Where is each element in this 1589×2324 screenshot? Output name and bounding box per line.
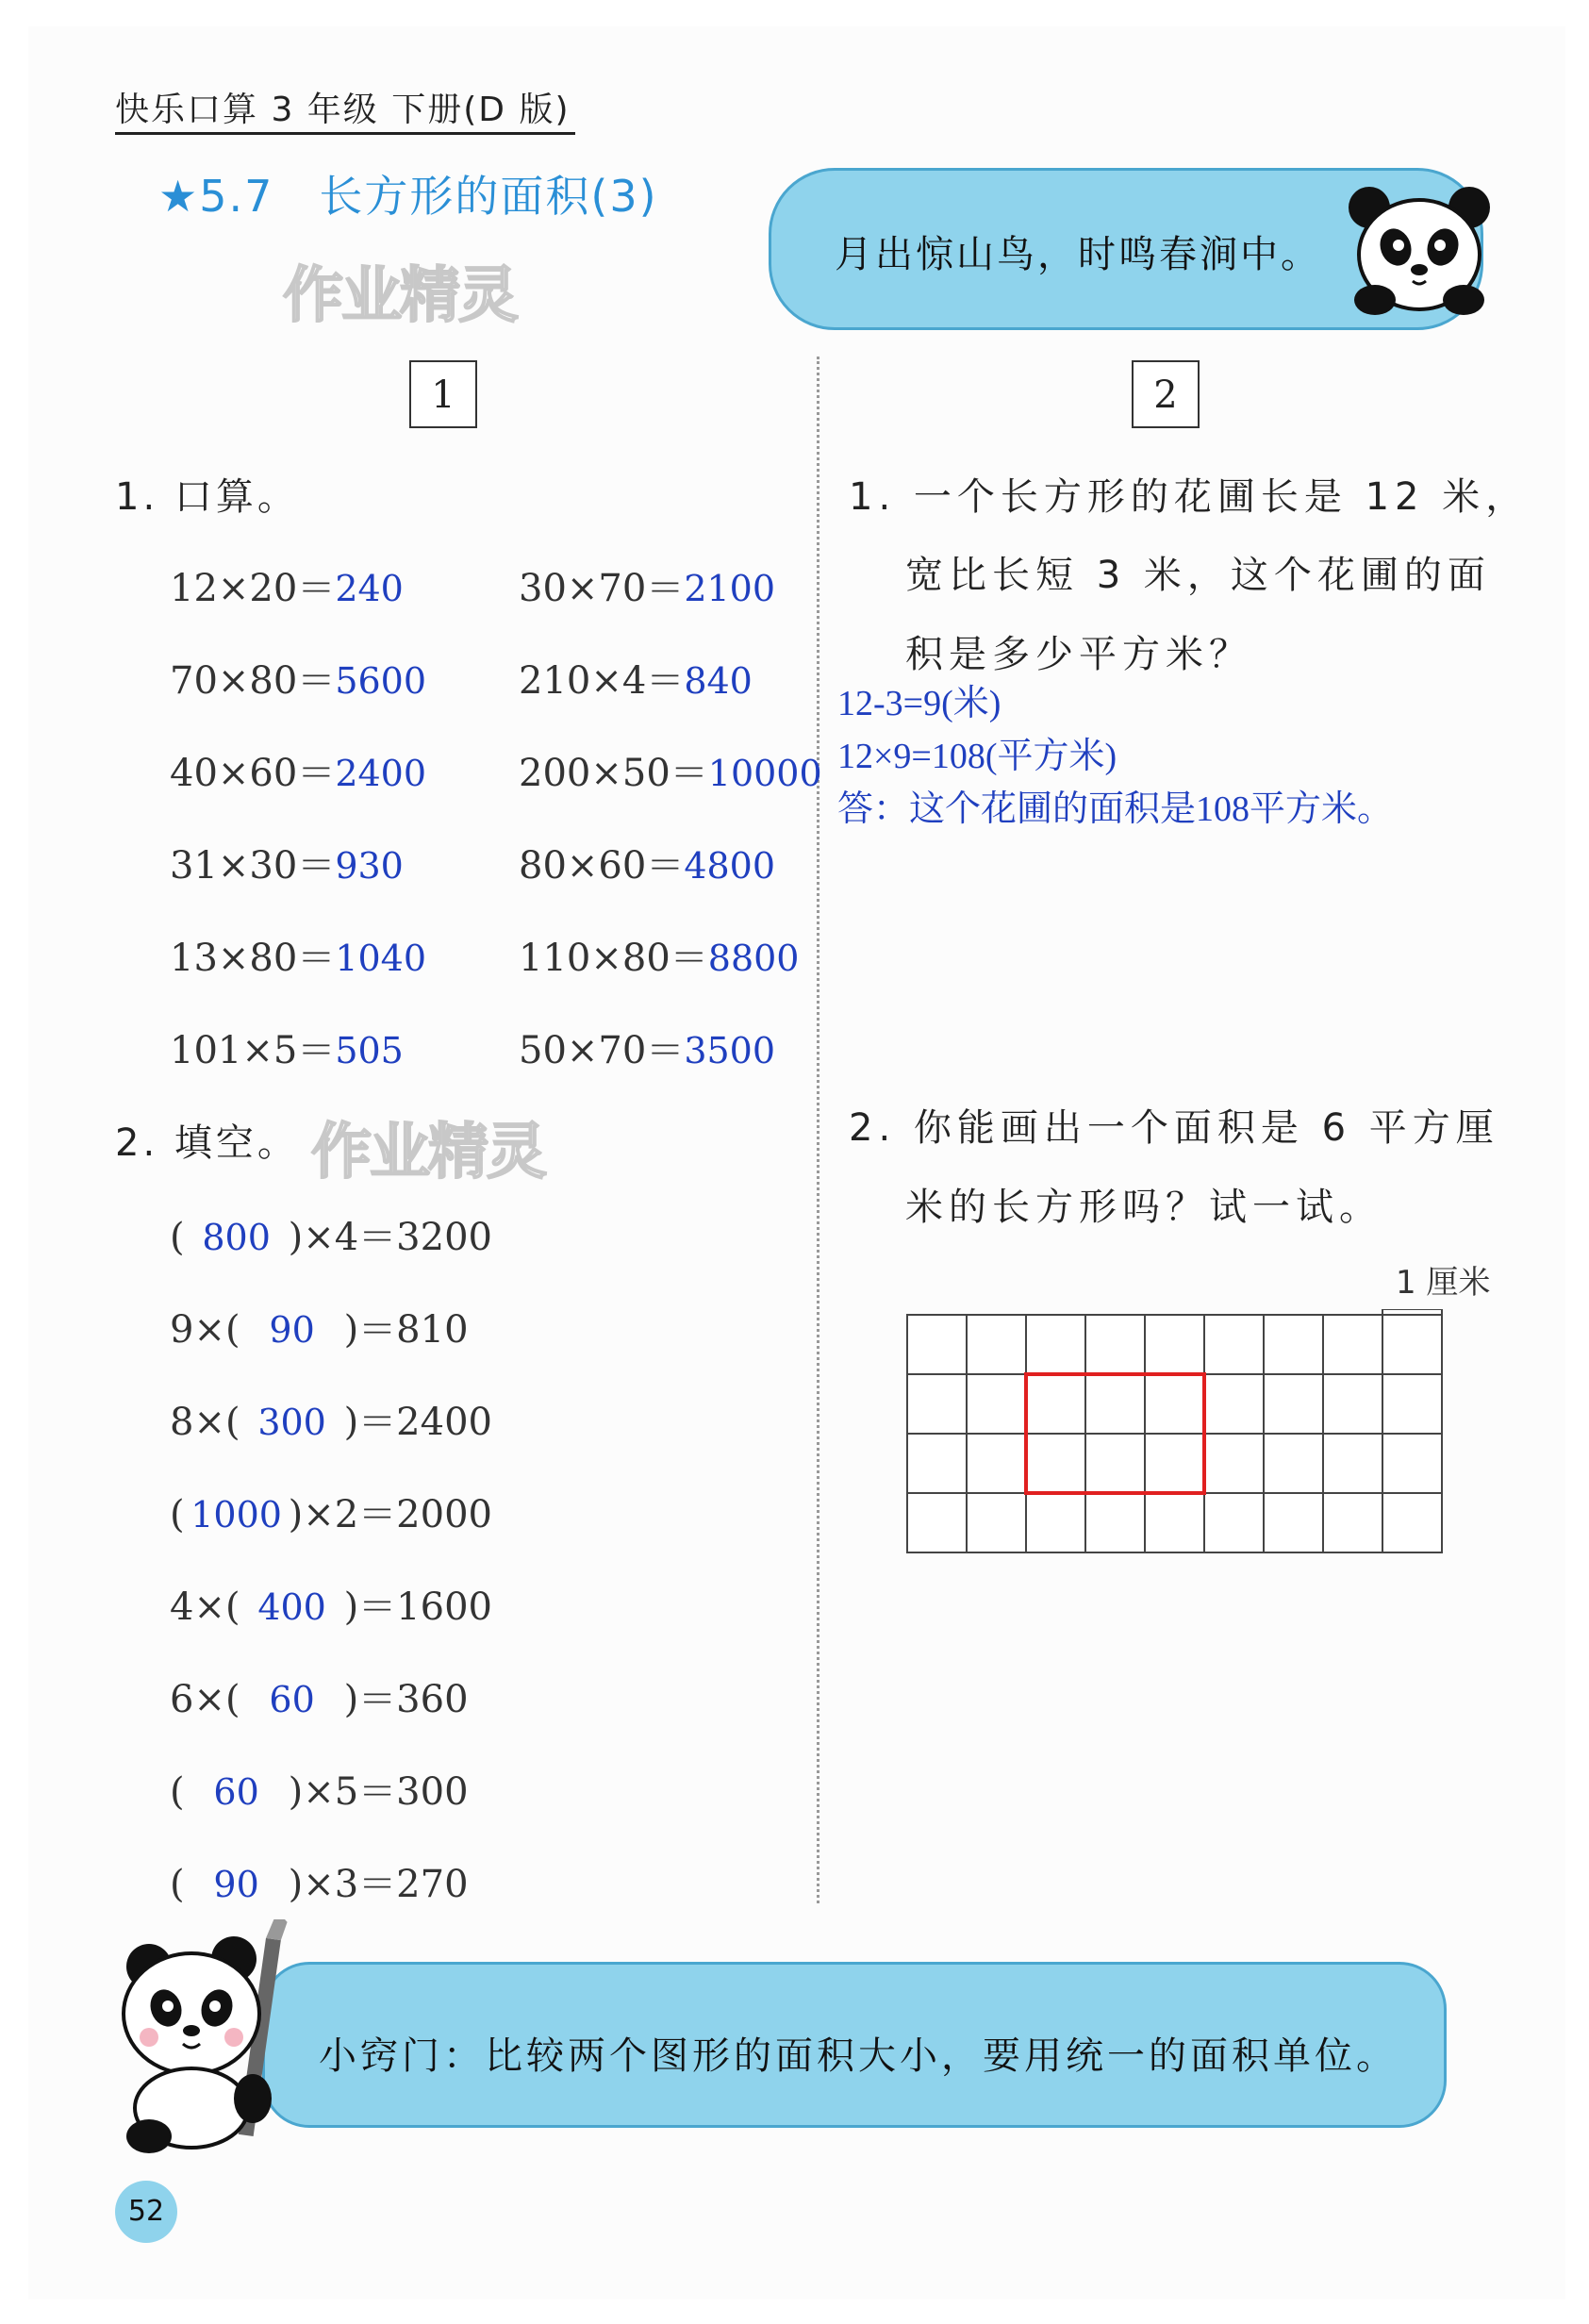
grid-cell <box>1323 1315 1382 1374</box>
oral-item: 30×70＝2100 <box>519 567 776 610</box>
grid-cell <box>1085 1315 1145 1374</box>
word-problem-line: 宽比长短 3 米，这个花圃的面 <box>905 554 1491 597</box>
solution-step: 12×9=108(平方米) <box>837 737 1117 776</box>
book-title: 快乐口算 3 年级 下册(D 版) <box>115 91 571 129</box>
answer: 8800 <box>707 938 800 979</box>
question-2-title: 2. 填空。 <box>115 1121 299 1165</box>
grid-cell <box>1085 1434 1145 1493</box>
fill-item: ( 60 )×5＝300 <box>170 1770 469 1814</box>
oral-item: 12×20＝240 <box>170 567 404 610</box>
grid-cell <box>1204 1434 1264 1493</box>
title-underline <box>115 132 575 135</box>
tip-text: 小窍门：比较两个图形的面积大小，要用统一的面积单位。 <box>319 2034 1398 2078</box>
watermark: 作业精灵 <box>311 1118 545 1187</box>
oral-item: 31×30＝930 <box>170 844 404 888</box>
oral-item: 50×70＝3500 <box>519 1029 776 1072</box>
answer: 930 <box>335 845 404 887</box>
fill-item: ( 800 )×4＝3200 <box>170 1216 492 1259</box>
watermark: 作业精灵 <box>283 261 517 331</box>
grid-cell <box>1145 1434 1204 1493</box>
grid-cell <box>1264 1374 1323 1434</box>
grid-cell <box>1085 1374 1145 1434</box>
grid-cell <box>1204 1493 1264 1552</box>
grid-cell <box>967 1374 1026 1434</box>
answer: 10000 <box>707 753 822 794</box>
blank-answer: 60 <box>213 1771 259 1813</box>
section-number-2: 2 <box>1132 360 1200 428</box>
answer: 3500 <box>684 1030 776 1071</box>
answer: 840 <box>684 660 753 702</box>
oral-item: 101×5＝505 <box>170 1029 404 1072</box>
oral-item: 110×80＝8800 <box>519 937 800 980</box>
blank-answer: 800 <box>202 1217 271 1258</box>
grid-cell <box>907 1374 967 1434</box>
question-1-title: 1. 口算。 <box>115 475 299 519</box>
fill-item: ( 1000 )×2＝2000 <box>170 1493 492 1536</box>
drawing-problem-line: 2. 你能画出一个面积是 6 平方厘 <box>849 1106 1499 1150</box>
grid-cell <box>1382 1434 1442 1493</box>
grid-cell <box>1323 1493 1382 1552</box>
grid-cell <box>1145 1374 1204 1434</box>
word-problem-line: 1. 一个长方形的花圃长是 12 米， <box>849 475 1530 519</box>
fill-item: 4×( 400 )＝1600 <box>170 1585 492 1629</box>
oral-item: 40×60＝2400 <box>170 752 427 795</box>
answer: 4800 <box>684 845 776 887</box>
grid-cell <box>1026 1315 1085 1374</box>
grid-cell <box>907 1493 967 1552</box>
grid-cell <box>1264 1315 1323 1374</box>
grid-cell <box>1264 1493 1323 1552</box>
grid-cell <box>1026 1493 1085 1552</box>
grid-cell <box>1323 1374 1382 1434</box>
fill-item: 9×( 90 )＝810 <box>170 1308 469 1352</box>
solution-answer: 答：这个花圃的面积是108平方米。 <box>837 789 1394 829</box>
blank-answer: 90 <box>269 1309 315 1351</box>
answer: 5600 <box>335 660 427 702</box>
grid-cell <box>967 1315 1026 1374</box>
blank-answer: 90 <box>213 1864 259 1905</box>
poem-text: 月出惊山鸟，时鸣春涧中。 <box>835 233 1321 276</box>
drawing-problem-line: 米的长方形吗？试一试。 <box>905 1186 1382 1229</box>
word-problem-line: 积是多少平方米？ <box>905 633 1252 676</box>
answer: 2100 <box>684 568 776 609</box>
fill-item: ( 90 )×3＝270 <box>170 1863 469 1906</box>
blank-answer: 400 <box>257 1586 326 1628</box>
grid-cell <box>907 1434 967 1493</box>
unit-label: 1 厘米 <box>1396 1264 1491 1302</box>
panda-face-icon <box>1349 179 1490 321</box>
grid-cell <box>1026 1374 1085 1434</box>
oral-item: 80×60＝4800 <box>519 844 776 888</box>
lesson-title: ★5.7 长方形的面积(3) <box>158 171 658 222</box>
oral-item: 13×80＝1040 <box>170 937 427 980</box>
answer: 2400 <box>335 753 427 794</box>
fill-item: 6×( 60 )＝360 <box>170 1678 469 1721</box>
answer: 240 <box>335 568 404 609</box>
grid-cell <box>1145 1493 1204 1552</box>
oral-item: 210×4＝840 <box>519 659 753 703</box>
blank-answer: 1000 <box>190 1494 282 1536</box>
fill-item: 8×( 300 )＝2400 <box>170 1401 492 1444</box>
grid-cell <box>1026 1434 1085 1493</box>
section-number-1: 1 <box>409 360 477 428</box>
blank-answer: 60 <box>269 1679 315 1720</box>
panda-with-brush-icon <box>111 1919 300 2155</box>
grid-cell <box>967 1493 1026 1552</box>
grid-cell <box>1085 1493 1145 1552</box>
oral-item: 70×80＝5600 <box>170 659 427 703</box>
grid-cell <box>1264 1434 1323 1493</box>
blank-answer: 300 <box>257 1402 326 1443</box>
answer: 1040 <box>335 938 427 979</box>
square-grid <box>896 1309 1499 1564</box>
grid-cell <box>1145 1315 1204 1374</box>
grid-cell <box>1382 1374 1442 1434</box>
grid-cell <box>1382 1315 1442 1374</box>
answer: 505 <box>335 1030 404 1071</box>
solution-step: 12-3=9(米) <box>837 684 1001 723</box>
grid-cell <box>967 1434 1026 1493</box>
page-number: 52 <box>115 2181 177 2243</box>
grid-cell <box>1323 1434 1382 1493</box>
grid-cell <box>1204 1315 1264 1374</box>
grid-cell <box>907 1315 967 1374</box>
oral-item: 200×50＝10000 <box>519 752 822 795</box>
grid-cell <box>1204 1374 1264 1434</box>
column-divider <box>817 357 819 1903</box>
grid-cell <box>1382 1493 1442 1552</box>
